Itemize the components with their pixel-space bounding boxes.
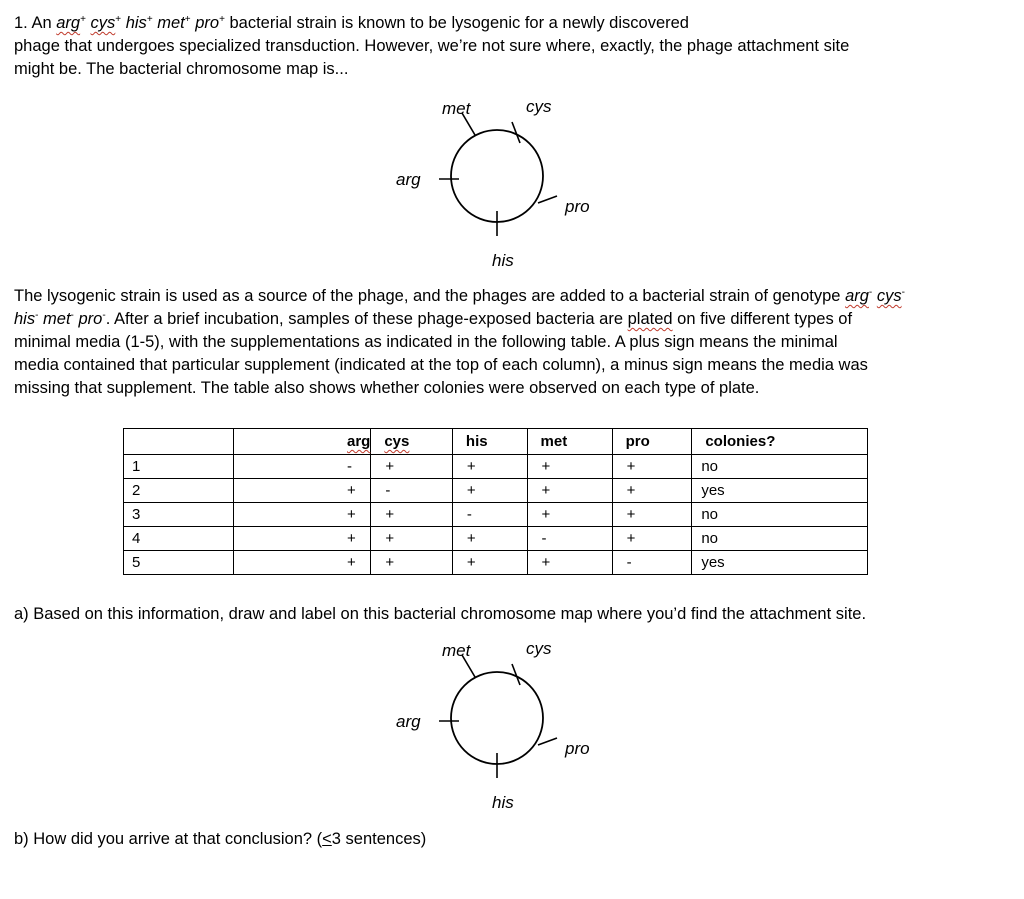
- header-plate: [124, 429, 234, 455]
- header-his: his: [452, 429, 527, 455]
- label-met: met: [442, 99, 471, 118]
- cell-cys: +: [371, 455, 453, 479]
- cell-pro: -: [612, 551, 692, 575]
- header-cys: cys: [371, 429, 453, 455]
- cell-arg: +: [234, 527, 371, 551]
- table-row: [124, 503, 868, 527]
- table-row: [124, 527, 868, 551]
- cell-pro: +: [612, 479, 692, 503]
- header-colonies: colonies?: [692, 429, 868, 455]
- cell-cys: +: [371, 551, 453, 575]
- genotype-arg-minus: arg: [845, 287, 869, 305]
- genotype-pro-plus: pro: [195, 14, 220, 32]
- cell-cys: +: [371, 503, 453, 527]
- pro-marker: [538, 738, 557, 745]
- plated-word: plated: [627, 310, 673, 328]
- cell-cys: -: [371, 479, 453, 503]
- question-1-text: 1. An arg+ cys+ his+ met+ pro+ bacterial strain is known to be lysogenic for a newly discovered phage that undergoes specialized transduction. However, we’re not sure where, exactly, the phage attachment site might be. The bacterial chromosome map is...: [14, 14, 850, 78]
- plate-number: 1: [124, 455, 234, 479]
- plate-number: 4: [124, 527, 234, 551]
- question-a: a) Based on this information, draw and label on this bacterial chromosome map where you’d find the attachment site.: [14, 605, 867, 623]
- cell-colonies: no: [692, 455, 868, 479]
- cell-his: +: [452, 551, 527, 575]
- cell-colonies: no: [692, 527, 868, 551]
- label-his: his: [492, 793, 514, 812]
- cell-pro: +: [612, 455, 692, 479]
- cell-his: +: [452, 527, 527, 551]
- table-row: [124, 455, 868, 479]
- header-met: met: [527, 429, 612, 455]
- plate-number: 2: [124, 479, 234, 503]
- table-row: [124, 479, 868, 503]
- less-than-or-equal-sign: <: [322, 830, 332, 848]
- cell-arg: +: [234, 551, 371, 575]
- cell-met: -: [527, 527, 612, 551]
- chromosome-circle: [451, 130, 543, 222]
- pro-marker: [538, 196, 557, 203]
- label-arg: arg: [396, 712, 421, 731]
- cell-his: +: [452, 455, 527, 479]
- cell-met: +: [527, 503, 612, 527]
- label-arg: arg: [396, 170, 421, 189]
- cell-arg: +: [234, 479, 371, 503]
- cell-his: -: [452, 503, 527, 527]
- header-pro: pro: [612, 429, 692, 455]
- chromosome-map-answer[interactable]: [380, 630, 630, 820]
- cell-colonies: no: [692, 503, 868, 527]
- genotype-met-minus: met: [43, 310, 71, 328]
- cell-colonies: yes: [692, 551, 868, 575]
- cell-arg: +: [234, 503, 371, 527]
- chromosome-circle: [451, 672, 543, 764]
- question-b: b) How did you arrive at that conclusion? (<3 sentences): [14, 830, 427, 848]
- table-row: [124, 551, 868, 575]
- cell-met: +: [527, 455, 612, 479]
- label-cys: cys: [526, 97, 552, 116]
- cell-pro: +: [612, 527, 692, 551]
- cell-met: +: [527, 551, 612, 575]
- genotype-met-plus: met: [157, 14, 185, 32]
- plate-number: 5: [124, 551, 234, 575]
- genotype-cys-minus: cys: [876, 287, 902, 305]
- cell-pro: +: [612, 503, 692, 527]
- plate-number: 3: [124, 503, 234, 527]
- header-arg: arg: [234, 429, 371, 455]
- experiment-description: The lysogenic strain is used as a source of the phage, and the phages are added to a bacterial strain of genotype arg- cys- his- met- pro-. After a brief incubation, samples of these phage-exposed bacteria are plated on five different types of minimal media (1-5), with the supplementations as indicated in the following table. A plus sign means the minimal media contained that particular supplement (indicated at the top of each column), a minus sign means the media was missing that supplement. The table also shows whether colonies were observed on each type of plate.: [14, 287, 905, 397]
- chromosome-map: [380, 88, 630, 278]
- genotype-arg-plus: arg: [56, 14, 81, 32]
- table-header-row: [124, 429, 868, 455]
- cell-arg: -: [234, 455, 371, 479]
- cell-colonies: yes: [692, 479, 868, 503]
- genotype-pro-minus: pro: [78, 310, 103, 328]
- cell-his: +: [452, 479, 527, 503]
- label-pro: pro: [565, 197, 590, 216]
- label-pro: pro: [565, 739, 590, 758]
- label-met: met: [442, 641, 471, 660]
- genotype-his-plus: his: [125, 14, 147, 32]
- genotype-cys-plus: cys: [90, 14, 116, 32]
- genotype-his-minus: his: [14, 310, 36, 328]
- label-his: his: [492, 251, 514, 270]
- plate-results-table: [123, 428, 868, 575]
- cell-met: +: [527, 479, 612, 503]
- cell-cys: +: [371, 527, 453, 551]
- label-cys: cys: [526, 639, 552, 658]
